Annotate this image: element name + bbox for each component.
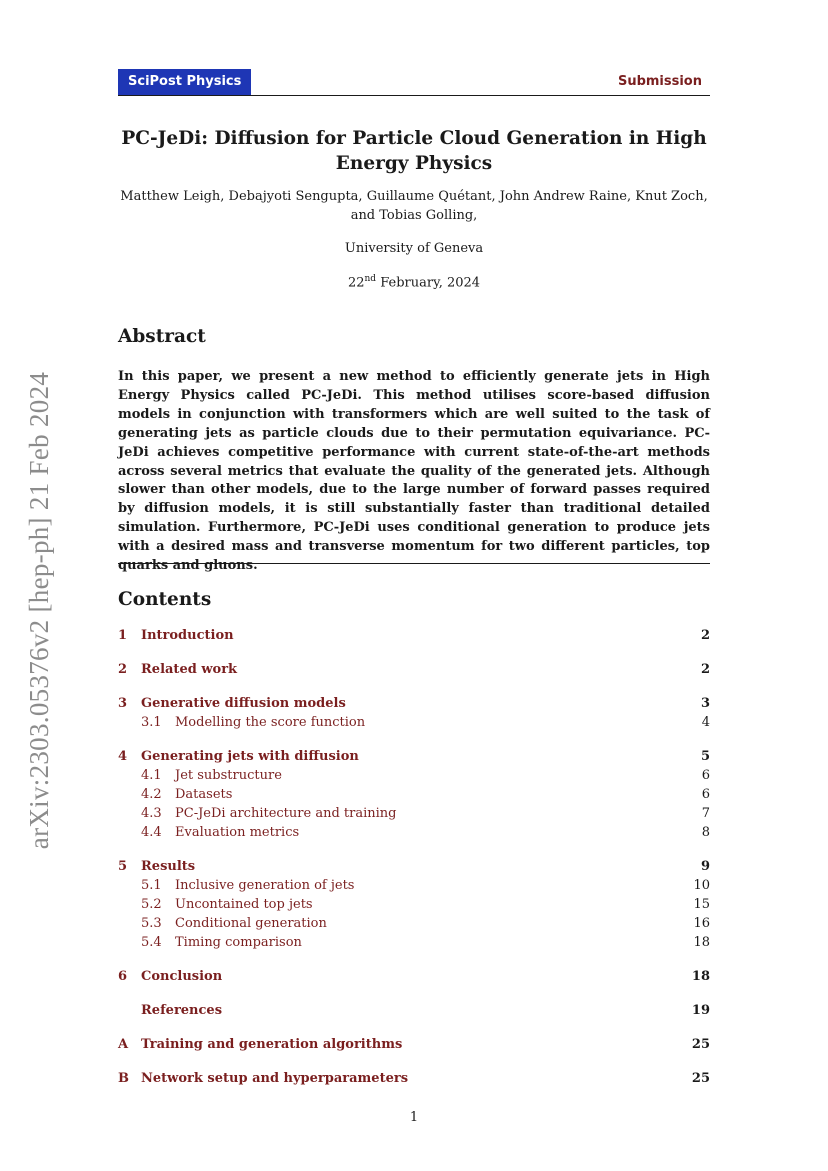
toc-number: 3: [118, 696, 128, 711]
toc-label: Datasets: [175, 787, 233, 802]
toc-page: 15: [693, 897, 710, 912]
toc-subsection[interactable]: [118, 933, 710, 952]
toc-subsection[interactable]: [118, 713, 710, 732]
toc-page: 6: [701, 768, 710, 783]
toc-page: 2: [700, 662, 710, 677]
toc-section[interactable]: [118, 1001, 710, 1020]
toc-label: Introduction: [141, 628, 234, 643]
toc-subsection[interactable]: [118, 914, 710, 933]
toc-label: Inclusive generation of jets: [175, 878, 355, 893]
toc-label: References: [141, 1003, 223, 1018]
publication-date: [118, 270, 710, 292]
toc-section[interactable]: [118, 660, 710, 679]
page-header: [118, 69, 710, 96]
toc-page: 7: [701, 806, 710, 821]
toc-label: Conclusion: [141, 969, 223, 984]
toc-page: 18: [693, 935, 710, 950]
date-day: 22: [347, 275, 365, 291]
toc-page: 16: [693, 916, 710, 931]
table-of-contents: [118, 626, 710, 1088]
toc-number: 6: [118, 969, 128, 984]
toc-section[interactable]: [118, 747, 710, 766]
toc-number: 5.4: [141, 935, 162, 950]
toc-section[interactable]: [118, 1035, 710, 1054]
journal-badge[interactable]: SciPost Physics: [118, 69, 251, 95]
paper-title: PC-JeDi: Diffusion for Particle Cloud Generation in High Energy Physics: [121, 128, 707, 174]
toc-page: 18: [691, 969, 710, 984]
abstract-heading: Abstract: [118, 326, 206, 347]
arxiv-stamp-text: arXiv:2303.05376v2 [hep-ph] 21 Feb 2024: [24, 371, 55, 849]
arxiv-stamp: [20, 360, 60, 860]
toc-page: 25: [691, 1071, 710, 1086]
toc-section[interactable]: [118, 967, 710, 986]
toc-number: 1: [118, 628, 128, 643]
author-list: Matthew Leigh, Debajyoti Sengupta, Guillaume Quétant, John Andrew Raine, Knut Zoch, and Tobias Golling,: [120, 189, 708, 223]
toc-label: Generative diffusion models: [141, 696, 346, 711]
toc-number: 3.1: [141, 715, 162, 730]
toc-label: PC-JeDi architecture and training: [175, 806, 397, 821]
toc-label: Generating jets with diffusion: [141, 749, 359, 764]
toc-label: Uncontained top jets: [175, 897, 313, 912]
section-divider: [118, 563, 710, 564]
toc-page: 2: [700, 628, 710, 643]
toc-label: Training and generation algorithms: [141, 1037, 403, 1052]
toc-number: 5: [118, 859, 128, 874]
contents-heading: Contents: [118, 589, 212, 610]
toc-page: 19: [691, 1003, 710, 1018]
page-number: 1: [409, 1110, 419, 1125]
toc-number: 5.1: [141, 878, 162, 893]
date-suffix: nd: [364, 274, 377, 284]
toc-label: Related work: [141, 662, 238, 677]
date-rest: February, 2024: [376, 275, 481, 291]
toc-label: Evaluation metrics: [175, 825, 300, 840]
toc-page: 3: [700, 696, 710, 711]
toc-section[interactable]: [118, 857, 710, 876]
toc-number: 4.1: [141, 768, 162, 783]
toc-label: Jet substructure: [175, 768, 282, 783]
toc-label: Results: [141, 859, 196, 874]
toc-number: 4.4: [141, 825, 162, 840]
toc-subsection[interactable]: [118, 895, 710, 914]
toc-section[interactable]: [118, 626, 710, 645]
submission-label: Submission: [617, 74, 702, 89]
toc-section[interactable]: [118, 1069, 710, 1088]
abstract-text: In this paper, we present a new method to efficiently generate jets in High Energy Physics called PC-JeDi. This method utilises score-based diffusion models in conjunction with transformers which are well suited to the task of generating jets as particle clouds due to their permutation equivariance. PC-JeDi achieves competitive performance with current state-of-the-art methods across several metrics that evaluate the quality of the generated jets. Although slower than other models, due to the large number of forward passes required by diffusion models, it is still substantially faster than traditional detailed simulation. Furthermore, PC-JeDi uses conditional generation to produce jets with a desired mass and transverse momentum for two different particles, top quarks and gluons.: [118, 369, 710, 574]
toc-page: 5: [700, 749, 710, 764]
affiliation: University of Geneva: [344, 241, 484, 256]
toc-page: 4: [701, 715, 710, 730]
toc-number: B: [118, 1071, 129, 1086]
toc-number: A: [118, 1037, 129, 1052]
toc-label: Modelling the score function: [175, 715, 366, 730]
toc-page: 8: [701, 825, 710, 840]
toc-label: Conditional generation: [175, 916, 327, 931]
toc-section[interactable]: [118, 694, 710, 713]
toc-subsection[interactable]: [118, 823, 710, 842]
toc-page: 6: [701, 787, 710, 802]
toc-subsection[interactable]: [118, 785, 710, 804]
toc-number: 4: [118, 749, 128, 764]
toc-subsection[interactable]: [118, 876, 710, 895]
toc-number: 5.2: [141, 897, 162, 912]
toc-subsection[interactable]: [118, 804, 710, 823]
toc-number: 5.3: [141, 916, 162, 931]
toc-page: 25: [691, 1037, 710, 1052]
toc-number: 4.3: [141, 806, 162, 821]
toc-label: Timing comparison: [175, 935, 302, 950]
toc-number: 4.2: [141, 787, 162, 802]
toc-page: 10: [693, 878, 710, 893]
toc-label: Network setup and hyperparameters: [141, 1071, 409, 1086]
toc-subsection[interactable]: [118, 766, 710, 785]
toc-page: 9: [700, 859, 710, 874]
toc-number: 2: [118, 662, 128, 677]
